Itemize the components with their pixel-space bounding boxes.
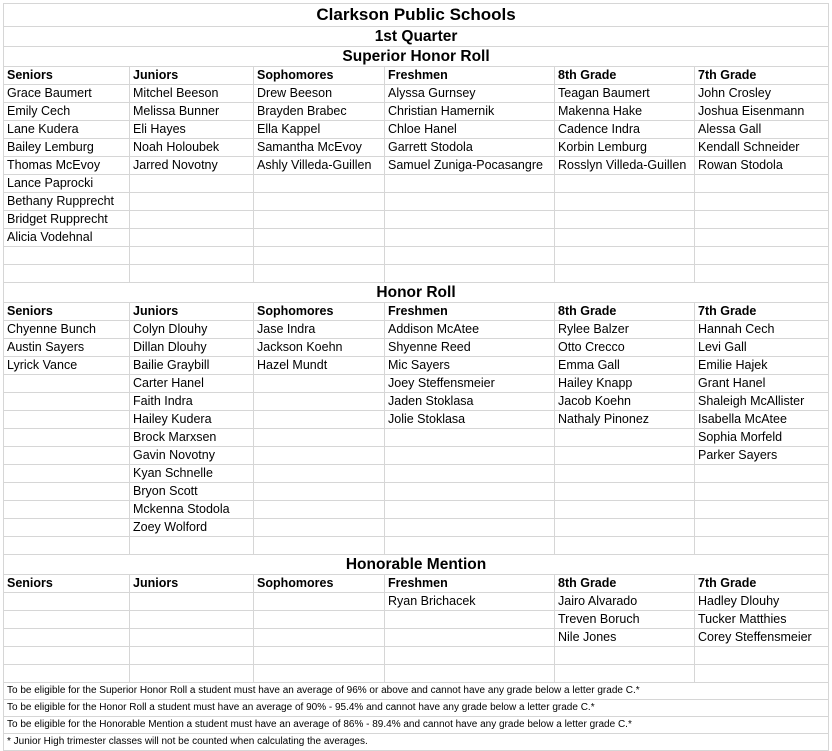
- table-row: [4, 157, 829, 175]
- student-name-cell[interactable]: Garrett Stodola: [385, 139, 555, 157]
- note-row: [4, 683, 829, 700]
- student-name-cell[interactable]: Grace Baumert: [4, 85, 130, 103]
- superior-column-header[interactable]: 7th Grade: [695, 67, 829, 85]
- eligibility-note[interactable]: To be eligible for the Superior Honor Roll a student must have an average of 96% or above and cannot have any grade below a letter grade C.*: [4, 683, 829, 700]
- empty-cell[interactable]: [4, 593, 130, 611]
- empty-cell[interactable]: [130, 265, 254, 283]
- empty-cell[interactable]: [385, 629, 555, 647]
- superior-column-header[interactable]: Freshmen: [385, 67, 555, 85]
- student-name-cell[interactable]: Christian Hamernik: [385, 103, 555, 121]
- table-row: [4, 375, 829, 393]
- student-name-cell[interactable]: Alyssa Gurnsey: [385, 85, 555, 103]
- empty-cell[interactable]: [385, 175, 555, 193]
- student-name-cell[interactable]: Korbin Lemburg: [555, 139, 695, 157]
- empty-cell[interactable]: [254, 375, 385, 393]
- honor-column-header[interactable]: Freshmen: [385, 303, 555, 321]
- empty-cell[interactable]: [695, 211, 829, 229]
- empty-cell[interactable]: [4, 375, 130, 393]
- empty-cell[interactable]: [695, 229, 829, 247]
- empty-cell[interactable]: [130, 211, 254, 229]
- empty-cell[interactable]: [254, 647, 385, 665]
- table-row: [4, 611, 829, 629]
- empty-cell[interactable]: [385, 647, 555, 665]
- student-name-cell[interactable]: Carter Hanel: [130, 375, 254, 393]
- student-name-cell[interactable]: Isabella McAtee: [695, 411, 829, 429]
- student-name-cell[interactable]: Alessa Gall: [695, 121, 829, 139]
- student-name-cell[interactable]: Bryon Scott: [130, 483, 254, 501]
- empty-cell[interactable]: [4, 647, 130, 665]
- empty-cell[interactable]: [254, 501, 385, 519]
- empty-cell[interactable]: [385, 501, 555, 519]
- student-name-cell[interactable]: Brayden Brabec: [254, 103, 385, 121]
- empty-cell[interactable]: [695, 193, 829, 211]
- student-name-cell[interactable]: Chloe Hanel: [385, 121, 555, 139]
- empty-cell[interactable]: [555, 501, 695, 519]
- empty-cell[interactable]: [695, 519, 829, 537]
- empty-cell[interactable]: [4, 247, 130, 265]
- student-name-cell[interactable]: Rylee Balzer: [555, 321, 695, 339]
- empty-cell[interactable]: [254, 629, 385, 647]
- page-title[interactable]: Clarkson Public Schools: [4, 4, 829, 27]
- table-row: [4, 629, 829, 647]
- student-name-cell[interactable]: Alicia Vodehnal: [4, 229, 130, 247]
- empty-cell[interactable]: [555, 665, 695, 683]
- student-name-cell[interactable]: Melissa Bunner: [130, 103, 254, 121]
- honor-column-header[interactable]: Juniors: [130, 303, 254, 321]
- student-name-cell[interactable]: Thomas McEvoy: [4, 157, 130, 175]
- empty-cell[interactable]: [130, 229, 254, 247]
- note-row: [4, 717, 829, 734]
- honor-roll-sheet: [3, 3, 829, 751]
- student-name-cell[interactable]: Makenna Hake: [555, 103, 695, 121]
- empty-cell[interactable]: [385, 519, 555, 537]
- empty-cell[interactable]: [385, 537, 555, 555]
- honor-column-header[interactable]: 8th Grade: [555, 303, 695, 321]
- empty-cell[interactable]: [695, 665, 829, 683]
- column-header-row: [4, 575, 829, 593]
- student-name-cell[interactable]: Rosslyn Villeda-Guillen: [555, 157, 695, 175]
- student-name-cell[interactable]: Levi Gall: [695, 339, 829, 357]
- empty-cell[interactable]: [130, 611, 254, 629]
- empty-cell[interactable]: [254, 611, 385, 629]
- mention-column-header[interactable]: Freshmen: [385, 575, 555, 593]
- mention-column-header[interactable]: Juniors: [130, 575, 254, 593]
- empty-cell[interactable]: [555, 175, 695, 193]
- table-row: [4, 501, 829, 519]
- empty-cell[interactable]: [555, 429, 695, 447]
- student-name-cell[interactable]: Emilie Hajek: [695, 357, 829, 375]
- student-name-cell[interactable]: Hannah Cech: [695, 321, 829, 339]
- empty-cell[interactable]: [254, 211, 385, 229]
- student-name-cell[interactable]: Colyn Dlouhy: [130, 321, 254, 339]
- student-name-cell[interactable]: Kyan Schnelle: [130, 465, 254, 483]
- empty-cell[interactable]: [4, 393, 130, 411]
- student-name-cell[interactable]: Grant Hanel: [695, 375, 829, 393]
- table-row: [4, 357, 829, 375]
- empty-cell[interactable]: [254, 537, 385, 555]
- student-name-cell[interactable]: Lane Kudera: [4, 121, 130, 139]
- empty-cell[interactable]: [385, 665, 555, 683]
- student-name-cell[interactable]: Tucker Matthies: [695, 611, 829, 629]
- empty-cell[interactable]: [695, 247, 829, 265]
- student-name-cell[interactable]: Drew Beeson: [254, 85, 385, 103]
- table-row: [4, 411, 829, 429]
- empty-cell[interactable]: [555, 465, 695, 483]
- spacer-row: [4, 265, 829, 283]
- empty-cell[interactable]: [555, 537, 695, 555]
- note-row: [4, 734, 829, 751]
- student-name-cell[interactable]: Emma Gall: [555, 357, 695, 375]
- student-name-cell[interactable]: Bethany Rupprecht: [4, 193, 130, 211]
- student-name-cell[interactable]: Teagan Baumert: [555, 85, 695, 103]
- quarter-title[interactable]: 1st Quarter: [4, 27, 829, 47]
- empty-cell[interactable]: [254, 465, 385, 483]
- table-row: [4, 483, 829, 501]
- mention-column-header[interactable]: Seniors: [4, 575, 130, 593]
- student-name-cell[interactable]: Jaden Stoklasa: [385, 393, 555, 411]
- honor-column-header[interactable]: 7th Grade: [695, 303, 829, 321]
- empty-cell[interactable]: [254, 665, 385, 683]
- empty-cell[interactable]: [130, 629, 254, 647]
- empty-cell[interactable]: [254, 483, 385, 501]
- student-name-cell[interactable]: Hadley Dlouhy: [695, 593, 829, 611]
- spacer-row: [4, 665, 829, 683]
- eligibility-note[interactable]: To be eligible for the Honor Roll a student must have an average of 90% - 95.4% and cannot have any grade below a letter grade C.*: [4, 700, 829, 717]
- table-row: [4, 647, 829, 665]
- student-name-cell[interactable]: Kendall Schneider: [695, 139, 829, 157]
- student-name-cell[interactable]: Jase Indra: [254, 321, 385, 339]
- empty-cell[interactable]: [130, 647, 254, 665]
- empty-cell[interactable]: [695, 501, 829, 519]
- empty-cell[interactable]: [4, 429, 130, 447]
- student-name-cell[interactable]: Zoey Wolford: [130, 519, 254, 537]
- table-row: [4, 321, 829, 339]
- table-row: [4, 211, 829, 229]
- empty-cell[interactable]: [555, 647, 695, 665]
- student-name-cell[interactable]: Nathaly Pinonez: [555, 411, 695, 429]
- empty-cell[interactable]: [555, 265, 695, 283]
- superior-column-header[interactable]: Juniors: [130, 67, 254, 85]
- table-row: [4, 447, 829, 465]
- student-name-cell[interactable]: Mic Sayers: [385, 357, 555, 375]
- student-name-cell[interactable]: Lyrick Vance: [4, 357, 130, 375]
- empty-cell[interactable]: [254, 393, 385, 411]
- empty-cell[interactable]: [254, 593, 385, 611]
- table-row: [4, 229, 829, 247]
- empty-cell[interactable]: [254, 265, 385, 283]
- student-name-cell[interactable]: Hailey Knapp: [555, 375, 695, 393]
- empty-cell[interactable]: [695, 175, 829, 193]
- table-row: [4, 393, 829, 411]
- spacer-row: [4, 537, 829, 555]
- empty-cell[interactable]: [254, 411, 385, 429]
- empty-cell[interactable]: [4, 519, 130, 537]
- table-row: [4, 85, 829, 103]
- table-row: [4, 465, 829, 483]
- table-row: [4, 103, 829, 121]
- student-name-cell[interactable]: Ella Kappel: [254, 121, 385, 139]
- empty-cell[interactable]: [254, 247, 385, 265]
- empty-cell[interactable]: [385, 611, 555, 629]
- student-name-cell[interactable]: Mckenna Stodola: [130, 501, 254, 519]
- student-name-cell[interactable]: Emily Cech: [4, 103, 130, 121]
- table-row: [4, 247, 829, 265]
- student-name-cell[interactable]: Rowan Stodola: [695, 157, 829, 175]
- mention-column-header[interactable]: 8th Grade: [555, 575, 695, 593]
- empty-cell[interactable]: [385, 429, 555, 447]
- empty-cell[interactable]: [555, 447, 695, 465]
- student-name-cell[interactable]: Addison McAtee: [385, 321, 555, 339]
- student-name-cell[interactable]: Ashly Villeda-Guillen: [254, 157, 385, 175]
- empty-cell[interactable]: [130, 665, 254, 683]
- student-name-cell[interactable]: Joshua Eisenmann: [695, 103, 829, 121]
- empty-cell[interactable]: [695, 537, 829, 555]
- student-name-cell[interactable]: Noah Holoubek: [130, 139, 254, 157]
- student-name-cell[interactable]: Mitchel Beeson: [130, 85, 254, 103]
- student-name-cell[interactable]: Shyenne Reed: [385, 339, 555, 357]
- student-name-cell[interactable]: Eli Hayes: [130, 121, 254, 139]
- student-name-cell[interactable]: Jarred Novotny: [130, 157, 254, 175]
- table-row: [4, 519, 829, 537]
- empty-cell[interactable]: [385, 247, 555, 265]
- table-row: [4, 593, 829, 611]
- empty-cell[interactable]: [385, 229, 555, 247]
- empty-cell[interactable]: [695, 483, 829, 501]
- student-name-cell[interactable]: Treven Boruch: [555, 611, 695, 629]
- table-row: [4, 139, 829, 157]
- empty-cell[interactable]: [385, 193, 555, 211]
- table-row: [4, 429, 829, 447]
- student-name-cell[interactable]: Shaleigh McAllister: [695, 393, 829, 411]
- empty-cell[interactable]: [254, 193, 385, 211]
- empty-cell[interactable]: [555, 247, 695, 265]
- table-row: [4, 121, 829, 139]
- student-name-cell[interactable]: Joey Steffensmeier: [385, 375, 555, 393]
- quarter-row: [4, 27, 829, 47]
- table-row: [4, 175, 829, 193]
- student-name-cell[interactable]: Samantha McEvoy: [254, 139, 385, 157]
- empty-cell[interactable]: [695, 465, 829, 483]
- empty-cell[interactable]: [555, 193, 695, 211]
- empty-cell[interactable]: [385, 211, 555, 229]
- student-name-cell[interactable]: Faith Indra: [130, 393, 254, 411]
- table-row: [4, 339, 829, 357]
- student-name-cell[interactable]: Jairo Alvarado: [555, 593, 695, 611]
- empty-cell[interactable]: [4, 447, 130, 465]
- eligibility-note[interactable]: * Junior High trimester classes will not be counted when calculating the averages.: [4, 734, 829, 751]
- mention-column-header[interactable]: Sophomores: [254, 575, 385, 593]
- student-name-cell[interactable]: Jolie Stoklasa: [385, 411, 555, 429]
- note-row: [4, 700, 829, 717]
- student-name-cell[interactable]: Austin Sayers: [4, 339, 130, 357]
- student-name-cell[interactable]: Brock Marxsen: [130, 429, 254, 447]
- student-name-cell[interactable]: Hazel Mundt: [254, 357, 385, 375]
- mention-title[interactable]: Honorable Mention: [4, 555, 829, 575]
- section-title-row: [4, 283, 829, 303]
- student-name-cell[interactable]: Ryan Brichacek: [385, 593, 555, 611]
- empty-cell[interactable]: [385, 483, 555, 501]
- superior-column-header[interactable]: Seniors: [4, 67, 130, 85]
- empty-cell[interactable]: [4, 465, 130, 483]
- student-name-cell[interactable]: Dillan Dlouhy: [130, 339, 254, 357]
- honor-column-header[interactable]: Sophomores: [254, 303, 385, 321]
- empty-cell[interactable]: [130, 247, 254, 265]
- empty-cell[interactable]: [130, 193, 254, 211]
- empty-cell[interactable]: [555, 519, 695, 537]
- student-name-cell[interactable]: Chyenne Bunch: [4, 321, 130, 339]
- mention-column-header[interactable]: 7th Grade: [695, 575, 829, 593]
- empty-cell[interactable]: [4, 501, 130, 519]
- empty-cell[interactable]: [254, 447, 385, 465]
- student-name-cell[interactable]: Otto Crecco: [555, 339, 695, 357]
- student-name-cell[interactable]: Jackson Koehn: [254, 339, 385, 357]
- student-name-cell[interactable]: Nile Jones: [555, 629, 695, 647]
- student-name-cell[interactable]: Gavin Novotny: [130, 447, 254, 465]
- student-name-cell[interactable]: Bailie Graybill: [130, 357, 254, 375]
- student-name-cell[interactable]: Corey Steffensmeier: [695, 629, 829, 647]
- student-name-cell[interactable]: Parker Sayers: [695, 447, 829, 465]
- empty-cell[interactable]: [254, 229, 385, 247]
- eligibility-note[interactable]: To be eligible for the Honorable Mention a student must have an average of 86% - 89.4% and cannot have any grade below a letter grade C.*: [4, 717, 829, 734]
- student-name-cell[interactable]: Lance Paprocki: [4, 175, 130, 193]
- empty-cell[interactable]: [254, 519, 385, 537]
- empty-cell[interactable]: [4, 537, 130, 555]
- empty-cell[interactable]: [695, 265, 829, 283]
- honor-title[interactable]: Honor Roll: [4, 283, 829, 303]
- empty-cell[interactable]: [385, 465, 555, 483]
- student-name-cell[interactable]: Cadence Indra: [555, 121, 695, 139]
- column-header-row: [4, 303, 829, 321]
- empty-cell[interactable]: [555, 229, 695, 247]
- empty-cell[interactable]: [385, 447, 555, 465]
- empty-cell[interactable]: [4, 611, 130, 629]
- empty-cell[interactable]: [4, 483, 130, 501]
- superior-column-header[interactable]: 8th Grade: [555, 67, 695, 85]
- empty-cell[interactable]: [130, 537, 254, 555]
- student-name-cell[interactable]: Hailey Kudera: [130, 411, 254, 429]
- superior-column-header[interactable]: Sophomores: [254, 67, 385, 85]
- section-title-row: [4, 555, 829, 575]
- empty-cell[interactable]: [130, 175, 254, 193]
- student-name-cell[interactable]: Bailey Lemburg: [4, 139, 130, 157]
- student-name-cell[interactable]: John Crosley: [695, 85, 829, 103]
- empty-cell[interactable]: [4, 411, 130, 429]
- student-name-cell[interactable]: Samuel Zuniga-Pocasangre: [385, 157, 555, 175]
- honor-column-header[interactable]: Seniors: [4, 303, 130, 321]
- student-name-cell[interactable]: Jacob Koehn: [555, 393, 695, 411]
- table-row: [4, 193, 829, 211]
- empty-cell[interactable]: [695, 647, 829, 665]
- column-header-row: [4, 67, 829, 85]
- empty-cell[interactable]: [555, 211, 695, 229]
- empty-cell[interactable]: [254, 429, 385, 447]
- student-name-cell[interactable]: Sophia Morfeld: [695, 429, 829, 447]
- student-name-cell[interactable]: Bridget Rupprecht: [4, 211, 130, 229]
- empty-cell[interactable]: [254, 175, 385, 193]
- superior-title[interactable]: Superior Honor Roll: [4, 47, 829, 67]
- empty-cell[interactable]: [4, 665, 130, 683]
- empty-cell[interactable]: [130, 593, 254, 611]
- empty-cell[interactable]: [555, 483, 695, 501]
- empty-cell[interactable]: [4, 265, 130, 283]
- title-row: [4, 4, 829, 27]
- empty-cell[interactable]: [385, 265, 555, 283]
- empty-cell[interactable]: [4, 629, 130, 647]
- section-title-row: [4, 47, 829, 67]
